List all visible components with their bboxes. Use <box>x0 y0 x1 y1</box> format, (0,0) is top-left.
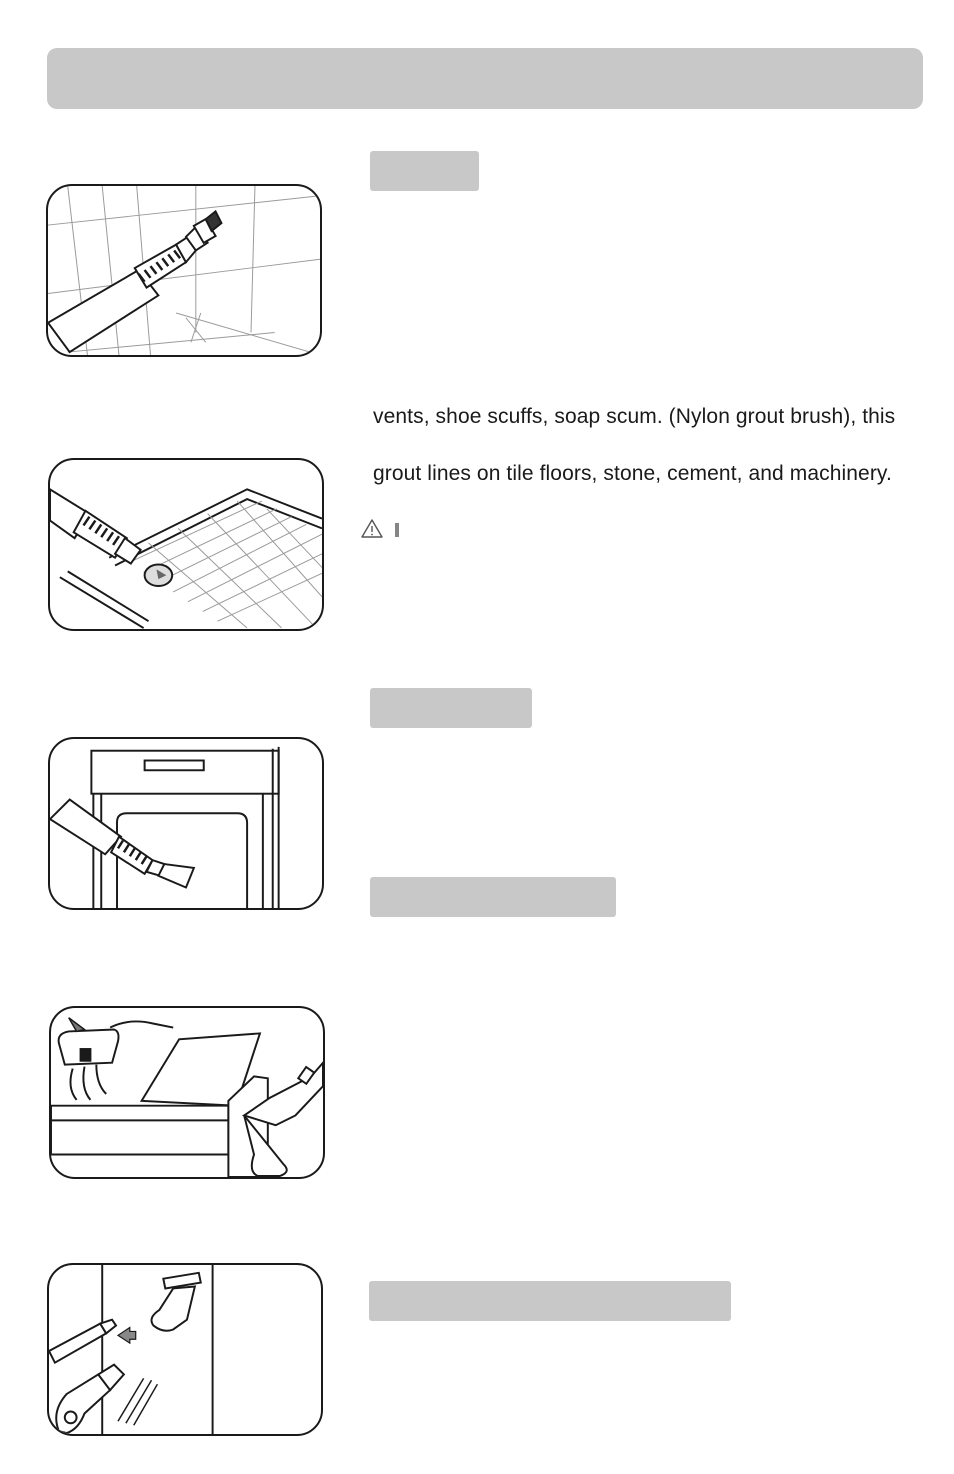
wall-tile-brush-illustration <box>46 184 322 357</box>
body-text-line-2: grout lines on tile floors, stone, cement, and machinery. <box>373 462 892 485</box>
section-label-window-squeegee <box>369 1281 731 1321</box>
oven-rack-brush-illustration <box>48 458 324 631</box>
warning-triangle-icon <box>361 517 405 543</box>
body-text-line-1: vents, shoe scuffs, soap scum. (Nylon grout brush), this <box>373 405 896 428</box>
section-label-round-brush <box>370 151 479 191</box>
window-squeegee-illustration <box>47 1263 323 1436</box>
section-label-scraper <box>370 688 532 728</box>
upholstery-cushion-illustration <box>49 1006 325 1179</box>
oven-door-scraper-illustration <box>48 737 324 910</box>
section-label-upholstery <box>370 877 616 917</box>
header-bar <box>47 48 923 109</box>
